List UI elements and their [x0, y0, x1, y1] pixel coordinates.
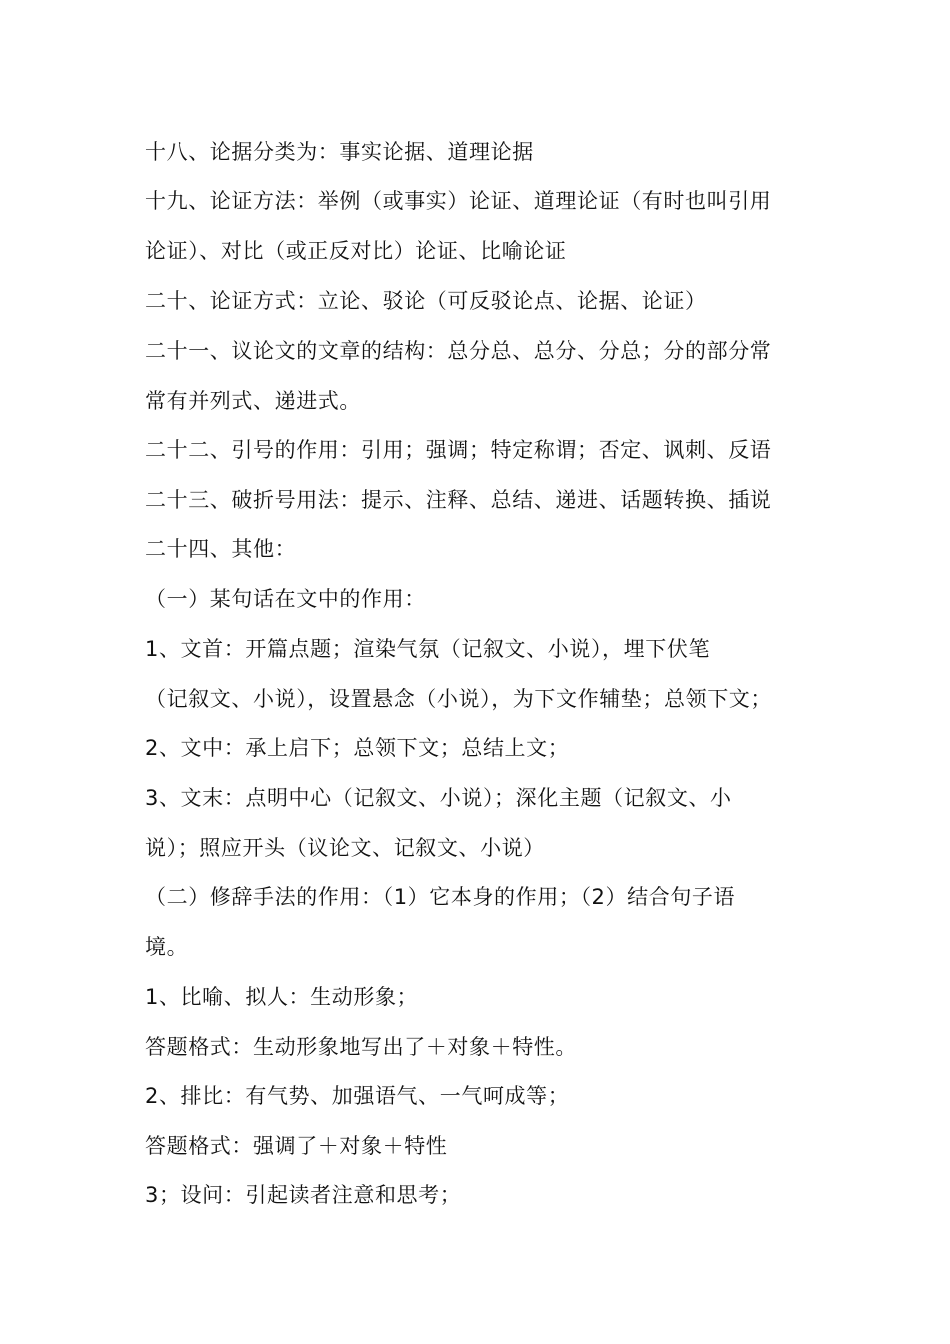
text-line: 说）；照应开头（议论文、记叙文、小说）	[145, 836, 545, 860]
text-line: （一）某句话在文中的作用：	[145, 587, 426, 611]
text-line: 2、排比：有气势、加强语气、一气呵成等；	[145, 1084, 570, 1108]
text-line: 答题格式：生动形象地写出了＋对象＋特性。	[145, 1035, 577, 1059]
text-line: （二）修辞手法的作用：（1）它本身的作用；（2）结合句子语	[145, 885, 736, 909]
text-line: 3；设问：引起读者注意和思考；	[145, 1183, 462, 1207]
text-line: 二十四、其他：	[145, 537, 297, 561]
text-line: 十九、论证方法：举例（或事实）论证、道理论证（有时也叫引用	[145, 189, 772, 213]
text-line: 境。	[145, 935, 189, 959]
text-line: 3、文末：点明中心（记叙文、小说）；深化主题（记叙文、小	[145, 786, 732, 810]
text-line: 常有并列式、递进式。	[145, 389, 361, 413]
text-line: 答题格式：强调了＋对象＋特性	[145, 1134, 448, 1158]
text-line: 论证）、对比（或正反对比）论证、比喻论证	[145, 239, 567, 263]
text-line: 二十二、引号的作用：引用；强调；特定称谓；否定、讽刺、反语	[145, 438, 772, 462]
text-line: 二十一、议论文的文章的结构：总分总、总分、分总；分的部分常	[145, 339, 772, 363]
text-line: 二十三、破折号用法：提示、注释、总结、递进、话题转换、插说	[145, 488, 772, 512]
text-line: 2、文中：承上启下；总领下文；总结上文；	[145, 736, 570, 760]
text-line: 1、比喻、拟人：生动形象；	[145, 985, 419, 1009]
text-line: 十八、论据分类为：事实论据、道理论据	[145, 140, 534, 164]
text-line: 二十、论证方式：立论、驳论（可反驳论点、论据、论证）	[145, 289, 707, 313]
text-line: （记叙文、小说），设置悬念（小说），为下文作辅垫；总领下文；	[145, 687, 772, 711]
text-line: 1、文首：开篇点题；渲染气氛（记叙文、小说），埋下伏笔	[145, 637, 711, 661]
